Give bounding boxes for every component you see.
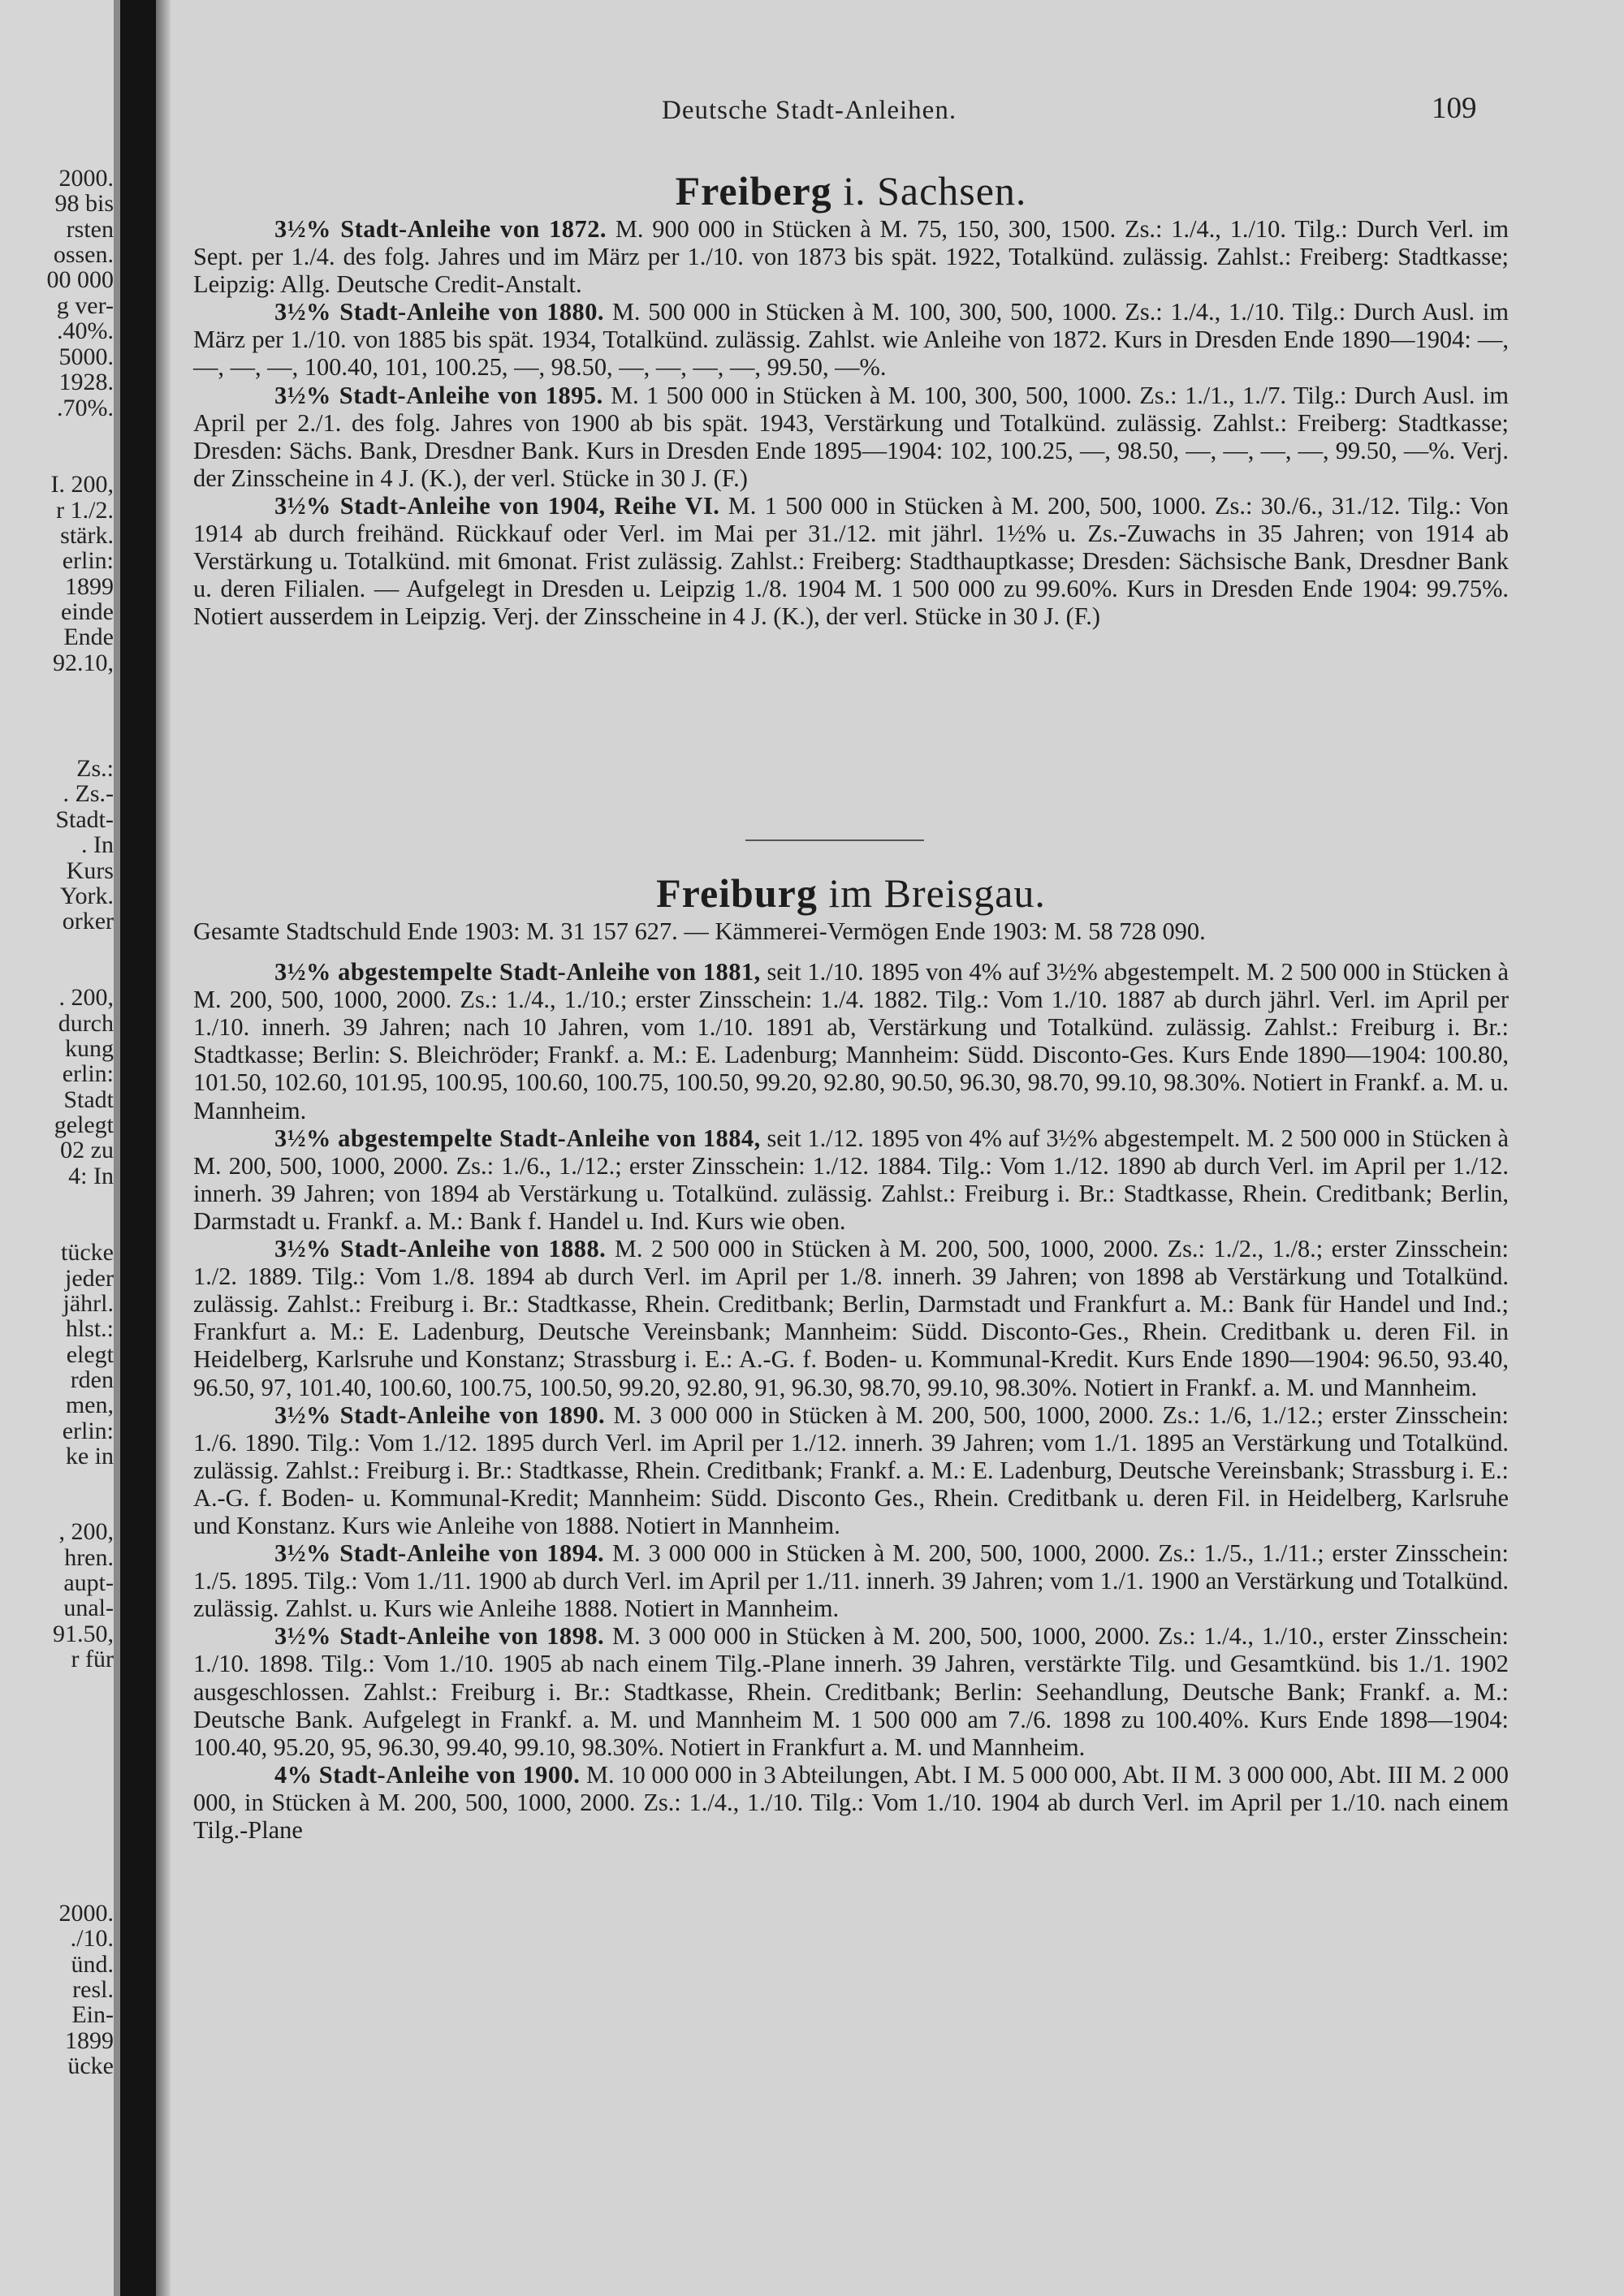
loan-entry: [193, 298, 1509, 381]
loan-entry: [193, 1539, 1509, 1622]
loan-entry: [193, 1124, 1509, 1235]
gutter-shadow: [156, 0, 171, 2296]
loan-title: 3½% Stadt-Anleihe von 1904, Reihe VI.: [274, 491, 720, 520]
loan-title: 4% Stadt-Anleihe von 1900.: [274, 1760, 581, 1789]
loan-body: seit 1./12. 1895 von 4% auf 3½% abgestempelt. M. 2 500 000 in Stücken à M. 200, 500, 1000, 2000. Zs.: 1./6., 1./12.; erster Zinsschein: 1./12. 1884. Tilg.: Vom 1./12. 1890 ab durch Verl. im April per 1./12. innerh. 39 Jahren; von 1894 ab Verstärkung u. Totalkünd. zulässig. Zahlst.: Freiburg i. Br.: Stadtkasse, Rhein. Creditbank; Berlin, Darmstadt u. Frankf. a. M.: Bank f. Handel u. Ind. Kurs wie oben.: [193, 1124, 1509, 1235]
facing-page-text: , 200,: [58, 1518, 114, 1545]
facing-page-text: erlin:: [62, 1418, 114, 1444]
facing-page-text: orker: [62, 908, 114, 934]
facing-page-text: Stadt-: [55, 806, 114, 833]
loan-title: 3½% Stadt-Anleihe von 1898.: [274, 1622, 605, 1651]
loan-entry: [193, 1401, 1509, 1539]
facing-page-text: erlin:: [62, 1060, 114, 1087]
loan-entry: [193, 492, 1509, 630]
facing-page-text: durch: [58, 1010, 114, 1037]
facing-page-text: Kurs: [66, 857, 114, 884]
page-number: 109: [1432, 92, 1477, 125]
document-page: [171, 0, 1624, 2296]
facing-page-text: I. 200,: [50, 471, 114, 498]
facing-page-text: stärk.: [60, 522, 114, 549]
city-heading-freiberg: [193, 166, 1509, 215]
loan-body: seit 1./10. 1895 von 4% auf 3½% abgestempelt. M. 2 500 000 in Stücken à M. 200, 500, 1000, 2000. Zs.: 1./4., 1./10.; erster Zinsschein: 1./4. 1882. Tilg.: Vom 1./10. 1887 ab durch jährl. Verl. im April per 1./10. innerh. 39 Jahren; nach 10 Jahren, vom 1./10. 1891 ab, Verstärkung und Totalkünd. zulässig. Zahlst.: Freiburg i. Br.: Stadtkasse; Berlin: S. Bleichröder; Frankf. a. M.: E. Ladenburg; Mannheim: Südd. Disconto-Ges. Kurs Ende 1890—1904: 100.80, 101.50, 102.60, 101.95, 100.95, 100.60, 100.75, 100.50, 99.20, 92.80, 90.50, 96.30, 98.70, 99.10, 98.30%. Notiert in Frankf. a. M. u. Mannheim.: [193, 958, 1509, 1124]
book-gutter: [120, 0, 156, 2296]
facing-page-text: einde: [61, 598, 114, 625]
loan-body: M. 1 500 000 in Stücken à M. 200, 500, 1000. Zs.: 30./6., 31./12. Tilg.: Von 1914 ab durch freihänd. Rückkauf oder Verl. im Mai per 31./12. mit jährl. 1½% u. Zs.-Zuwachs in 35 Jahren; von 1914 ab Verstärkung u. Totalkünd. mit 6monat. Frist zulässig. Zahlst.: Freiberg: Stadthauptkasse; Dresden: Sächsische Bank, Dresdner Bank u. deren Filialen. — Aufgelegt in Dresden u. Leipzig 1./8. 1904 M. 1 500 000 zu 99.60%. Kurs in Dresden Ende 1904: 99.75%. Notiert ausserdem in Leipzig. Verj. der Zinsscheine in 4 J. (K.), der verl. Stücke in 30 J. (F.): [193, 491, 1509, 631]
facing-page-text: 91.50,: [53, 1621, 114, 1647]
loan-entry: [193, 382, 1509, 492]
facing-page-text: unal-: [63, 1595, 114, 1621]
running-head: Deutsche Stadt-Anleihen.: [662, 96, 957, 125]
city-name: Freiburg: [656, 870, 818, 916]
facing-page-text: ossen.: [53, 241, 114, 268]
loan-body: M. 900 000 in Stücken à M. 75, 150, 300, 1500. Zs.: 1./4., 1./10. Tilg.: Durch Verl. im Sept. per 1./4. des folg. Jahres und im März per 1./10. von 1873 bis spät. 1922, Totalkünd. zulässig. Zahlst.: Freiberg: Stadtkasse; Leipzig: Allg. Deutsche Credit-Anstalt.: [193, 215, 1509, 299]
facing-page-text: 2000.: [58, 1900, 114, 1927]
facing-page-text: 02 zu: [60, 1137, 114, 1163]
facing-page-text: r 1./2.: [56, 497, 114, 524]
loan-title: 3½% abgestempelte Stadt-Anleihe von 1884,: [274, 1124, 761, 1152]
page-edge: [114, 0, 120, 2296]
loan-title: 3½% Stadt-Anleihe von 1880.: [274, 298, 605, 326]
facing-page-text: Zs.:: [76, 755, 114, 782]
facing-page-text: men,: [65, 1392, 114, 1418]
loan-body: M. 3 000 000 in Stücken à M. 200, 500, 1000, 2000. Zs.: 1./4., 1./10., erster Zinsschein: 1./10. 1898. Tilg.: Vom 1./10. 1905 ab nach einem Tilg.-Plane innerh. 39 Jahren, verstärkte Tilg. und Gesamtkünd. bis 1./1. 1902 ausgeschlossen. Zahlst.: Freiburg i. Br.: Stadtkasse, Rhein. Creditbank; Berlin: Seehandlung, Deutsche Bank; Frankf. a. M.: Deutsche Bank. Aufgelegt in Frankf. a. M. und Mannheim M. 1 500 000 am 7./6. 1898 zu 100.40%. Kurs Ende 1898—1904: 100.40, 95.20, 95, 96.30, 99.40, 99.10, 98.30%. Notiert in Frankfurt a. M. und Mannheim.: [193, 1622, 1509, 1761]
facing-page-text: .70%.: [57, 395, 114, 421]
facing-page-text: 92.10,: [53, 650, 114, 676]
loan-entry-list: [193, 215, 1509, 630]
section-freiberg: [193, 166, 1509, 630]
loan-entry: [193, 1235, 1509, 1401]
facing-page-text: ./10.: [70, 1925, 114, 1952]
facing-page-text: aupt-: [63, 1569, 114, 1596]
debt-summary: Gesamte Stadtschuld Ende 1903: M. 31 157 627. — Kämmerei-Vermögen Ende 1903: M. 58 728 090.: [193, 917, 1206, 945]
loan-body: M. 500 000 in Stücken à M. 100, 300, 500, 1000. Zs.: 1./4., 1./10. Tilg.: Durch Ausl. im März per 1./10. von 1885 bis spät. 1934, Totalkünd. zulässig. Zahlst. wie Anleihe von 1872. Kurs in Dresden Ende 1890—1904: —, —, —, —, 100.40, 101, 100.25, —, 98.50, —, —, —, —, 99.50, —%.: [193, 298, 1509, 382]
facing-page-text: York.: [59, 883, 114, 909]
facing-page-text: Ein-: [71, 2001, 114, 2028]
facing-page-text: 1928.: [58, 369, 114, 395]
loan-title: 3½% Stadt-Anleihe von 1890.: [274, 1400, 606, 1429]
facing-page-text: Ende: [63, 624, 114, 650]
loan-body: M. 3 000 000 in Stücken à M. 200, 500, 1000, 2000. Zs.: 1./6, 1./12.; erster Zinsschein: 1./6. 1890. Tilg.: Vom 1./12. 1895 durch Verl. im April per 1./12. innerh. 39 Jahren; vom 1./1. 1895 an Verstärkung und Totalkünd. zulässig. Zahlst.: Freiburg i. Br.: Stadtkasse, Rhein. Creditbank; Frankf. a. M.: E. Ladenburg, Deutsche Vereinsbank; Strassburg i. E.: A.-G. f. Boden- u. Kommunal-Kredit; Mannheim: Südd. Disconto Ges., Rhein. Creditbank u. deren Fil. in Heidelberg, Karlsruhe und Konstanz. Kurs wie Anleihe von 1888. Notiert in Mannheim.: [193, 1400, 1509, 1539]
facing-page-text: . 200,: [58, 984, 114, 1011]
facing-page-text: resl.: [72, 1976, 114, 2003]
facing-page-text: 00 000: [46, 266, 114, 293]
facing-page-fragment: [0, 0, 114, 2296]
facing-page-text: ünd.: [71, 1951, 114, 1978]
facing-page-text: 2000.: [58, 165, 114, 192]
city-suffix: im Breisgau.: [828, 870, 1046, 916]
facing-page-text: kung: [65, 1035, 114, 1062]
facing-page-text: ke in: [65, 1443, 114, 1470]
loan-entry: [193, 215, 1509, 298]
facing-page-text: hlst.:: [65, 1315, 114, 1342]
facing-page-text: g ver-: [56, 292, 114, 319]
facing-page-text: Stadt: [63, 1086, 114, 1113]
facing-page-text: elegt: [66, 1341, 114, 1368]
facing-page-text: tücke: [61, 1239, 114, 1266]
loan-entry: [193, 1622, 1509, 1760]
facing-page-text: erlin:: [62, 547, 114, 574]
section-divider: [745, 839, 924, 841]
facing-page-text: rden: [70, 1366, 114, 1393]
loan-title: 3½% abgestempelte Stadt-Anleihe von 1881,: [274, 958, 761, 986]
facing-page-text: .40%.: [57, 317, 114, 344]
facing-page-text: 4: In: [68, 1163, 114, 1189]
facing-page-text: . In: [81, 831, 114, 858]
facing-page-text: ücke: [67, 2052, 114, 2079]
city-name: Freiberg: [675, 168, 832, 214]
facing-page-text: jährl.: [63, 1290, 114, 1317]
facing-page-text: 98 bis: [54, 190, 114, 217]
loan-title: 3½% Stadt-Anleihe von 1888.: [274, 1235, 607, 1263]
loan-entry: [193, 958, 1509, 1124]
loan-body: M. 1 500 000 in Stücken à M. 100, 300, 500, 1000. Zs.: 1./1., 1./7. Tilg.: Durch Ausl. im April per 2./1. des folg. Jahres von 1900 ab bis spät. 1943, Verstärkung und Totalkünd. zulässig. Zahlst.: Freiberg: Stadtkasse; Dresden: Sächs. Bank, Dresdner Bank. Kurs in Dresden Ende 1895—1904: 102, 100.25, —, 98.50, —, —, —, —, 99.50, —%. Verj. der Zinsscheine in 4 J. (K.), der verl. Stücke in 30 J. (F.): [193, 381, 1509, 492]
loan-title: 3½% Stadt-Anleihe von 1894.: [274, 1539, 605, 1568]
facing-page-text: 5000.: [58, 343, 114, 370]
loan-entry: [193, 1761, 1509, 1844]
loan-body: M. 10 000 000 in 3 Abteilungen, Abt. I M. 5 000 000, Abt. II M. 3 000 000, Abt. III M. 2 000 000, in Stücken à M. 200, 500, 1000, 2000. Zs.: 1./4., 1./10. Tilg.: Vom 1./10. 1904 ab durch Verl. im April per 1./10. nach einem Tilg.-Plane: [193, 1760, 1509, 1844]
facing-page-text: 1899: [65, 573, 114, 600]
facing-page-text: jeder: [65, 1265, 114, 1292]
facing-page-text: . Zs.-: [63, 780, 114, 807]
loan-title: 3½% Stadt-Anleihe von 1872.: [274, 215, 607, 243]
facing-page-text: r für: [71, 1646, 114, 1672]
loan-entry-list: [193, 958, 1509, 1844]
facing-page-text: hren.: [64, 1544, 114, 1571]
city-suffix: i. Sachsen.: [843, 168, 1027, 214]
facing-page-text: 1899: [65, 2027, 114, 2054]
facing-page-text: rsten: [66, 216, 114, 243]
section-freiburg: [193, 869, 1509, 1844]
loan-body: M. 2 500 000 in Stücken à M. 200, 500, 1000, 2000. Zs.: 1./2., 1./8.; erster Zinsschein: 1./2. 1889. Tilg.: Vom 1./8. 1894 ab durch Verl. im April per 1./8. innerh. 39 Jahren; von 1898 ab Verstärkung und Totalkünd. zulässig. Zahlst.: Freiburg i. Br.: Stadtkasse, Rhein. Creditbank; Berlin, Darmstadt und Frankfurt a. M.: Bank für Handel und Ind.; Frankfurt a. M.: E. Ladenburg, Deutsche Vereinsbank; Mannheim: Südd. Disconto-Ges., Rhein. Creditbank u. deren Fil. in Heidelberg, Karlsruhe und Konstanz; Strassburg i. E.: A.-G. f. Boden- u. Kommunal-Kredit. Kurs Ende 1890—1904: 96.50, 93.40, 96.50, 97, 101.40, 100.60, 100.75, 100.50, 99.20, 92.80, 91, 96.30, 98.70, 99.10, 98.30%. Notiert in Frankf. a. M. und Mannheim.: [193, 1235, 1509, 1401]
facing-page-text: gelegt: [54, 1111, 114, 1138]
city-heading-freiburg: [193, 869, 1509, 917]
loan-body: M. 3 000 000 in Stücken à M. 200, 500, 1000, 2000. Zs.: 1./5., 1./11.; erster Zinsschein: 1./5. 1895. Tilg.: Vom 1./11. 1900 ab durch Verl. im April per 1./11. innerh. 39 Jahren; vom 1./1. 1900 an Verstärkung und Totalkünd. zulässig. Zahlst. u. Kurs wie Anleihe 1888. Notiert in Mannheim.: [193, 1539, 1509, 1623]
loan-title: 3½% Stadt-Anleihe von 1895.: [274, 381, 603, 409]
